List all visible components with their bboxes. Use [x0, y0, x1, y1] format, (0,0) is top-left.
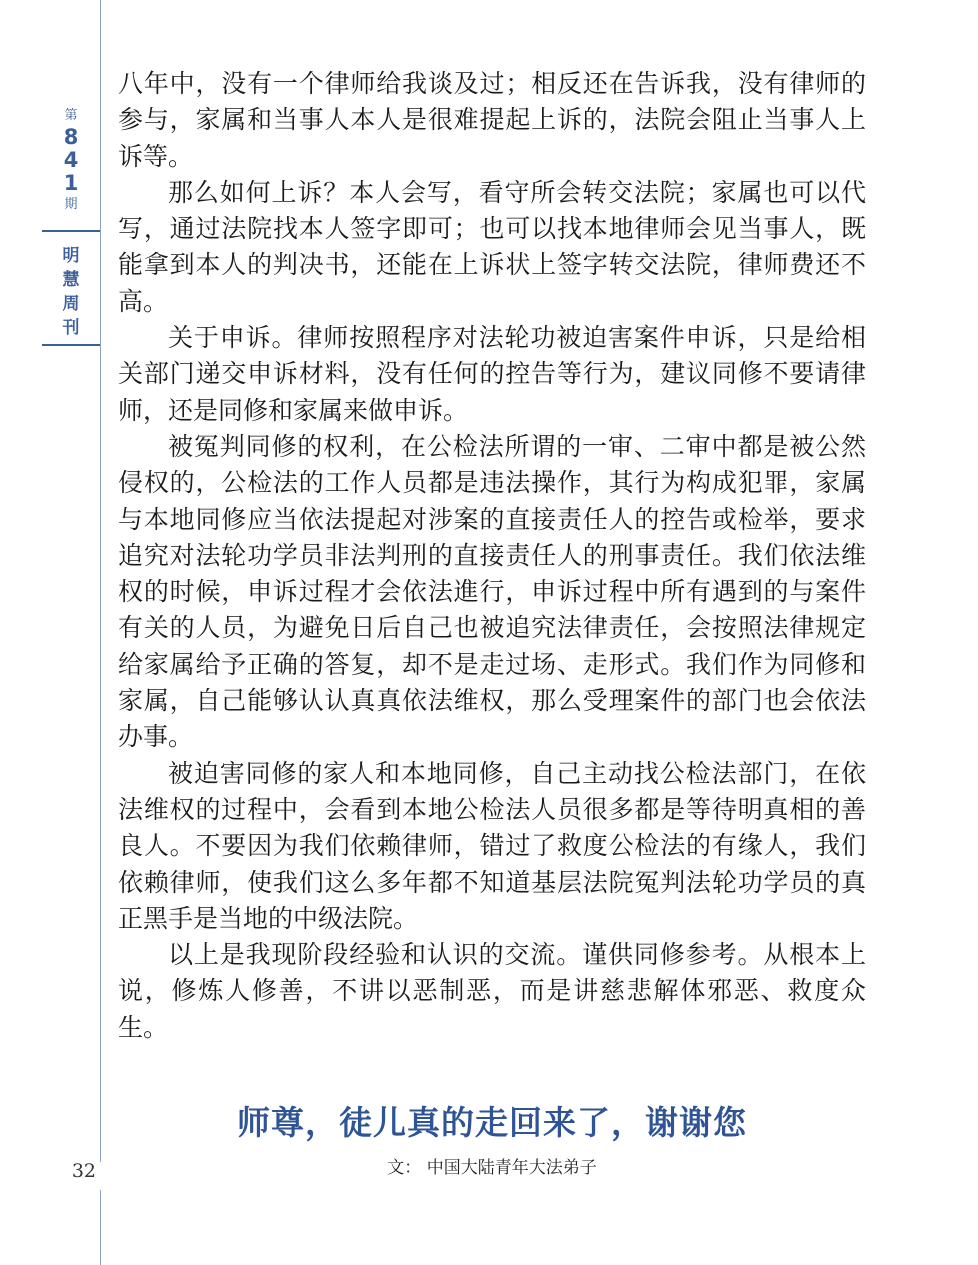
next-article-title: 师尊，徒儿真的走回来了，谢谢您: [237, 1103, 747, 1142]
paragraph: 被冤判同修的权利，在公检法所谓的一审、二审中都是被公然侵权的，公检法的工作人员都是违法操作，其行为构成犯罪，家属与本地同修应当依法提起对涉案的直接责任人的控告或检举，要求追究对法轮功学员非法判刑的直接责任人的刑事责任。我们依法维权的时候，申诉过程才会依法進行，申诉过程中所有遇到的与案件有关的人员，为避免日后自己也被追究法律责任，会按照法律规定给家属给予正确的答复，却不是走过场、走形式。我们作为同修和家属，自己能够认认真真依法维权，那么受理案件的部门也会依法办事。: [118, 431, 866, 752]
paragraph: 关于申诉。律师按照程序对法轮功被迫害案件申诉，只是给相关部门递交申诉材料，没有任何的控告等行为，建议同修不要请律师，还是同修和家属来做申诉。: [118, 323, 866, 425]
margin-rule: [100, 0, 101, 1162]
margin-rule-bottom: [100, 1190, 101, 1265]
paragraph: 那么如何上诉？本人会写，看守所会转交法院；家属也可以代写，通过法院找本人签字即可；也可以找本地律师会见当事人，既能拿到本人的判决书，还能在上诉状上签字转交法院，律师费还不高。: [118, 177, 866, 316]
sidebar-divider: [42, 230, 100, 232]
issue-digit: 1: [63, 171, 79, 195]
magazine-char: 周: [62, 294, 80, 314]
issue-number: [42, 106, 100, 215]
issue-prefix: 第: [64, 108, 78, 123]
paragraph: 八年中，没有一个律师给我谈及过；相反还在告诉我，没有律师的参与，家属和当事人本人是很难提起上诉的，法院会阻止当事人上诉等。: [118, 69, 866, 171]
magazine-char: 明: [62, 246, 80, 266]
paragraph: 被迫害同修的家人和本地同修，自己主动找公检法部门，在依法维权的过程中，会看到本地公检法人员很多都是等待明真相的善良人。不要因为我们依赖律师，错过了救度公检法的有缘人，我们依赖律师，使我们这么多年都不知道基层法院冤判法轮功学员的真正黑手是当地的中级法院。: [118, 758, 866, 933]
paragraph: 以上是我现阶段经验和认识的交流。谨供同修参考。从根本上说，修炼人修善，不讲以恶制恶，而是讲慈悲解体邪恶、救度众生。: [118, 940, 866, 1042]
magazine-char: 慧: [62, 270, 80, 290]
magazine-char: 刊: [62, 318, 80, 338]
article-body: [118, 66, 866, 1046]
magazine-name: [42, 244, 100, 340]
sidebar-divider-bottom: [42, 344, 100, 346]
issue-digit: 4: [63, 148, 79, 172]
issue-digit: 8: [63, 125, 79, 149]
issue-suffix: 期: [64, 197, 78, 212]
page-number: 32: [71, 1160, 96, 1182]
next-article-byline: 文： 中国大陆青年大法弟子: [387, 1158, 597, 1178]
